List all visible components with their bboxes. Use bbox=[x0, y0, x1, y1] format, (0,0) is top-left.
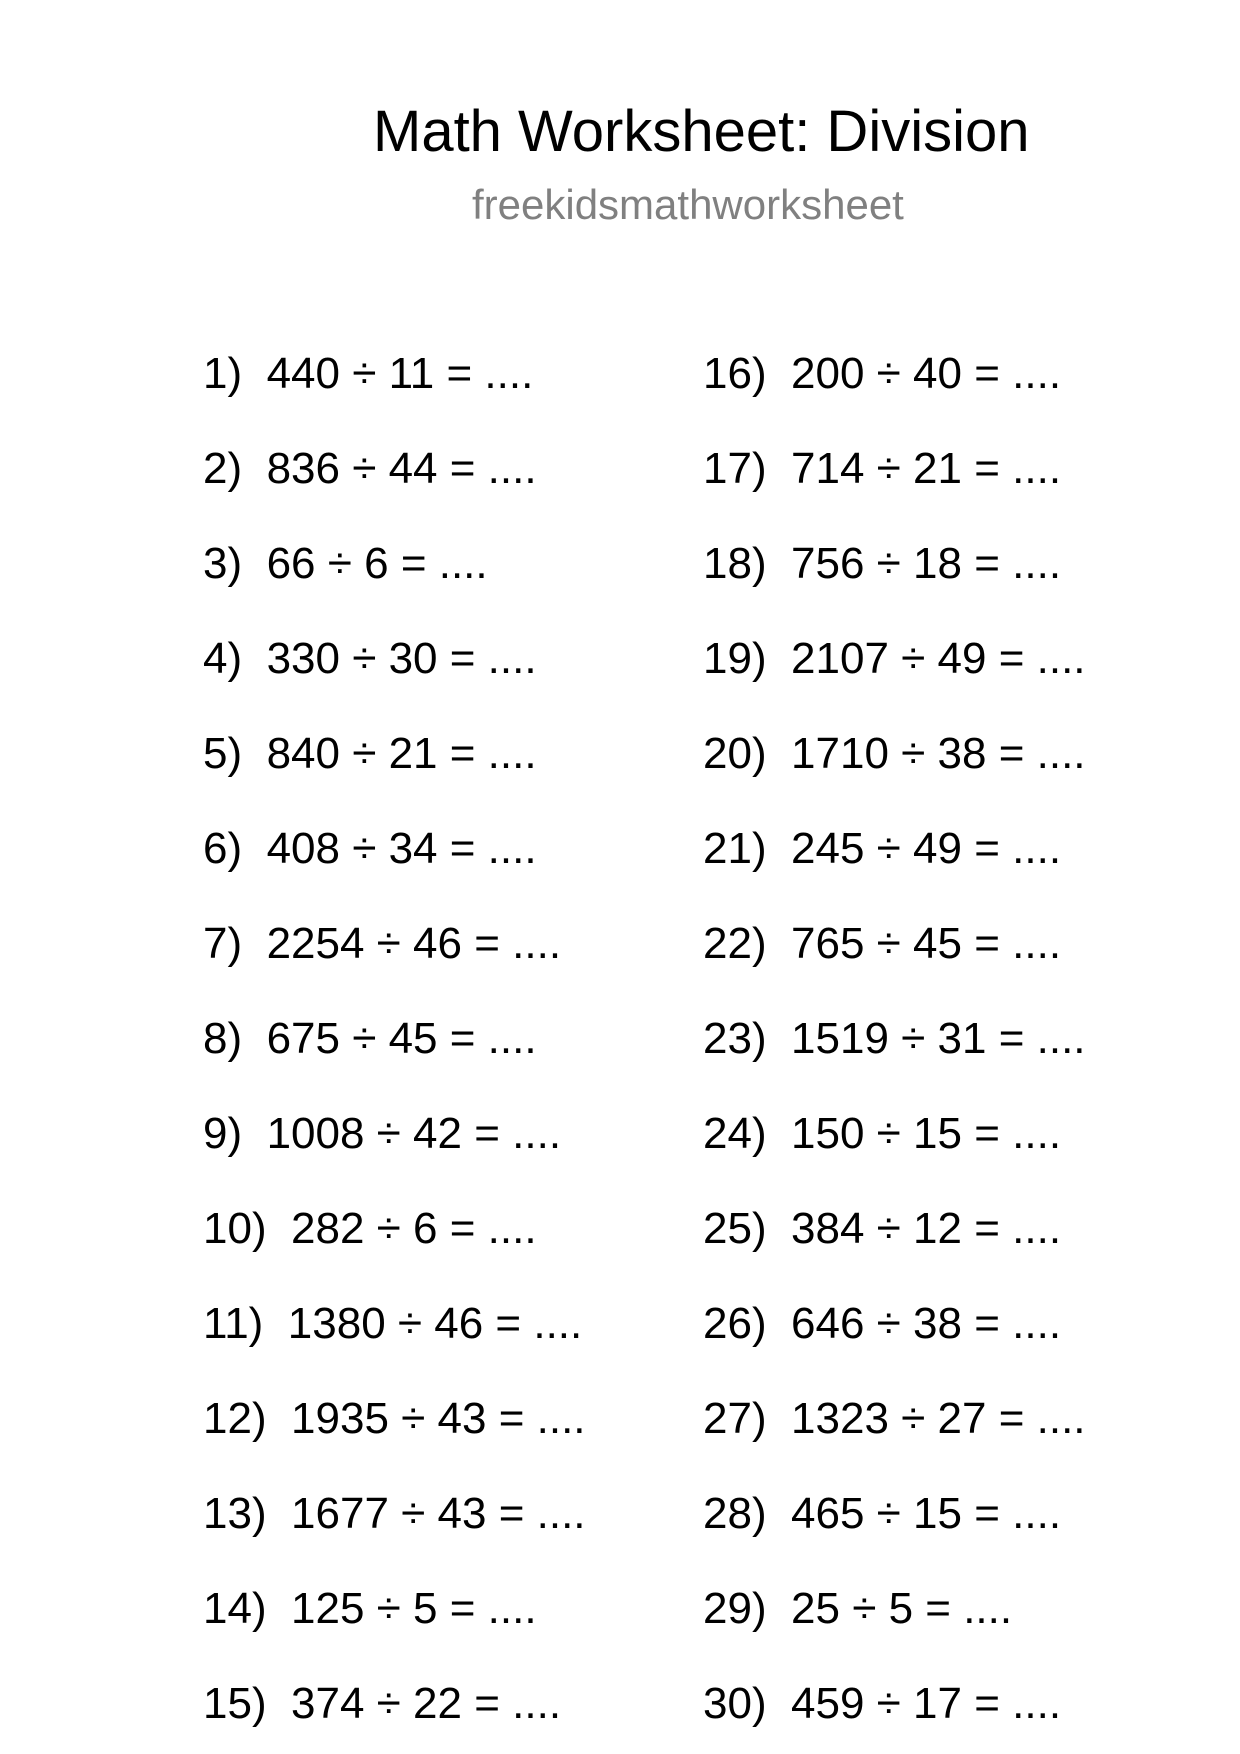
problem-expression: 408 ÷ 34 = .... bbox=[266, 824, 537, 873]
problem-expression: 1008 ÷ 42 = .... bbox=[266, 1109, 562, 1158]
problem-number: 11) bbox=[203, 1299, 264, 1348]
problem-number: 9) bbox=[203, 1109, 243, 1158]
site-watermark: freekidsmathworksheet bbox=[472, 181, 904, 228]
problem-number: 26) bbox=[703, 1299, 767, 1348]
problem-expression: 1710 ÷ 38 = .... bbox=[791, 729, 1086, 778]
problem-expression: 1323 ÷ 27 = .... bbox=[791, 1394, 1086, 1443]
problem-number: 29) bbox=[703, 1584, 767, 1633]
problem-item bbox=[203, 1086, 586, 1181]
problem-number: 28) bbox=[703, 1489, 767, 1538]
problem-number: 22) bbox=[703, 919, 767, 968]
problem-expression: 714 ÷ 21 = .... bbox=[791, 444, 1062, 493]
problem-number: 21) bbox=[703, 824, 767, 873]
problem-number: 6) bbox=[203, 824, 243, 873]
problem-number: 3) bbox=[203, 539, 243, 588]
problem-item bbox=[203, 896, 586, 991]
problem-number: 17) bbox=[703, 444, 767, 493]
problem-item bbox=[203, 706, 586, 801]
problem-item bbox=[203, 1466, 586, 1561]
problem-item bbox=[703, 1276, 1086, 1371]
problem-number: 14) bbox=[203, 1584, 267, 1633]
problem-item bbox=[703, 421, 1086, 516]
problems-column-right bbox=[703, 326, 1086, 1751]
problem-expression: 2107 ÷ 49 = .... bbox=[791, 634, 1086, 683]
problem-item bbox=[203, 421, 586, 516]
problem-expression: 282 ÷ 6 = .... bbox=[291, 1204, 537, 1253]
problem-number: 19) bbox=[703, 634, 767, 683]
problem-expression: 66 ÷ 6 = .... bbox=[266, 539, 488, 588]
problem-number: 13) bbox=[203, 1489, 267, 1538]
problem-item bbox=[203, 801, 586, 896]
problem-item bbox=[703, 991, 1086, 1086]
problem-item bbox=[203, 1371, 586, 1466]
problem-item bbox=[703, 326, 1086, 421]
problem-number: 15) bbox=[203, 1679, 267, 1728]
problem-item bbox=[203, 611, 586, 706]
problem-expression: 330 ÷ 30 = .... bbox=[266, 634, 537, 683]
problem-item bbox=[703, 611, 1086, 706]
problem-number: 10) bbox=[203, 1204, 267, 1253]
problem-number: 18) bbox=[703, 539, 767, 588]
problem-expression: 756 ÷ 18 = .... bbox=[791, 539, 1062, 588]
problem-item bbox=[703, 1181, 1086, 1276]
problem-number: 25) bbox=[703, 1204, 767, 1253]
problem-item bbox=[203, 1276, 586, 1371]
problem-number: 12) bbox=[203, 1394, 267, 1443]
problem-item bbox=[203, 1181, 586, 1276]
problem-number: 4) bbox=[203, 634, 243, 683]
problem-number: 2) bbox=[203, 444, 243, 493]
problem-expression: 675 ÷ 45 = .... bbox=[266, 1014, 537, 1063]
problem-expression: 1935 ÷ 43 = .... bbox=[291, 1394, 586, 1443]
problem-number: 24) bbox=[703, 1109, 767, 1158]
problem-expression: 25 ÷ 5 = .... bbox=[791, 1584, 1013, 1633]
problem-expression: 384 ÷ 12 = .... bbox=[791, 1204, 1062, 1253]
problem-item bbox=[203, 1561, 586, 1656]
problem-item bbox=[703, 896, 1086, 991]
problem-expression: 1380 ÷ 46 = .... bbox=[287, 1299, 583, 1348]
problem-item bbox=[703, 801, 1086, 896]
problem-item bbox=[203, 326, 586, 421]
problem-number: 16) bbox=[703, 349, 767, 398]
problem-expression: 150 ÷ 15 = .... bbox=[791, 1109, 1062, 1158]
problem-expression: 200 ÷ 40 = .... bbox=[791, 349, 1062, 398]
problem-item bbox=[203, 1656, 586, 1751]
problem-expression: 836 ÷ 44 = .... bbox=[266, 444, 537, 493]
problem-number: 30) bbox=[703, 1679, 767, 1728]
problem-item bbox=[703, 1086, 1086, 1181]
problem-number: 27) bbox=[703, 1394, 767, 1443]
problem-expression: 374 ÷ 22 = .... bbox=[291, 1679, 562, 1728]
problem-expression: 840 ÷ 21 = .... bbox=[266, 729, 537, 778]
problem-expression: 245 ÷ 49 = .... bbox=[791, 824, 1062, 873]
problem-expression: 1519 ÷ 31 = .... bbox=[791, 1014, 1086, 1063]
problem-number: 1) bbox=[203, 349, 243, 398]
problem-expression: 1677 ÷ 43 = .... bbox=[291, 1489, 586, 1538]
problem-number: 7) bbox=[203, 919, 243, 968]
problem-item bbox=[703, 706, 1086, 801]
problem-item bbox=[703, 1656, 1086, 1751]
problem-expression: 125 ÷ 5 = .... bbox=[291, 1584, 537, 1633]
problem-item bbox=[703, 1466, 1086, 1561]
problem-number: 5) bbox=[203, 729, 243, 778]
problem-expression: 465 ÷ 15 = .... bbox=[791, 1489, 1062, 1538]
problem-item bbox=[703, 1561, 1086, 1656]
problem-item bbox=[703, 1371, 1086, 1466]
problem-number: 8) bbox=[203, 1014, 243, 1063]
problem-expression: 459 ÷ 17 = .... bbox=[791, 1679, 1062, 1728]
problem-expression: 440 ÷ 11 = .... bbox=[266, 349, 534, 398]
problem-number: 20) bbox=[703, 729, 767, 778]
problem-expression: 765 ÷ 45 = .... bbox=[791, 919, 1062, 968]
problem-item bbox=[203, 516, 586, 611]
problem-item bbox=[203, 991, 586, 1086]
problem-item bbox=[703, 516, 1086, 611]
problem-number: 23) bbox=[703, 1014, 767, 1063]
problem-expression: 646 ÷ 38 = .... bbox=[791, 1299, 1062, 1348]
page-title: Math Worksheet: Division bbox=[373, 99, 1030, 164]
problem-expression: 2254 ÷ 46 = .... bbox=[266, 919, 562, 968]
problems-column-left bbox=[203, 326, 586, 1751]
